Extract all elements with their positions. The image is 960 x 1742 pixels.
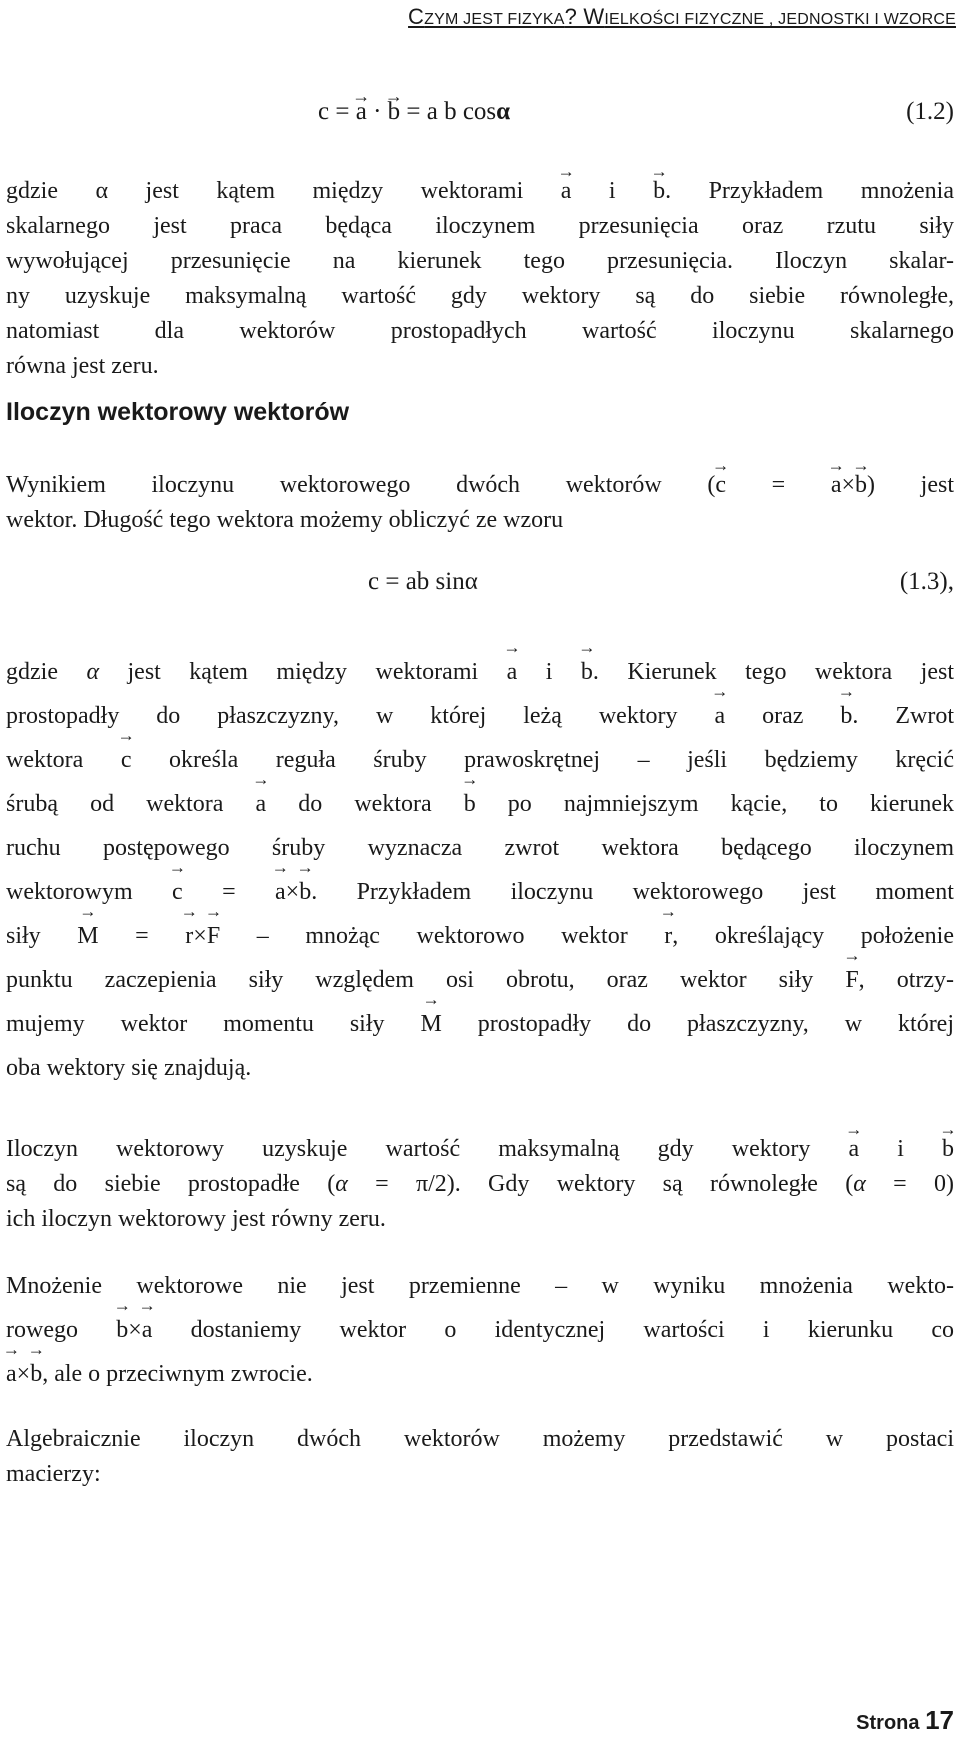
text-fragment: = 0) [865,1171,954,1197]
text-line [6,1352,954,1396]
text-fragment: prostopadły do płaszczyzny, w której [441,1011,955,1037]
text-fragment: Iloczyn wektorowy uzyskuje wartość maksymalną gdy wektory [6,1136,849,1162]
text-fragment: określa reguła śruby prawoskrętnej – jeśli będziemy kręcić [131,747,954,773]
text-fragment: są do siebie prostopadłe ( [6,1171,336,1197]
alpha-symbol: α [496,98,511,125]
text-line [6,914,954,958]
vector-F: → F [845,958,858,1002]
text-line [6,738,954,782]
text-fragment: wektorowym [6,879,173,905]
vector-b: → b [464,782,476,826]
vector-b: → b [388,98,401,126]
text-line: równa jest zeru. [6,353,159,379]
text-fragment: do wektora [266,791,464,817]
header-part: ? W [564,4,605,29]
equation-1-2 [318,98,510,126]
vector-b: → b [855,468,867,503]
paragraph-direction [6,650,954,1090]
text-fragment: × [128,1317,142,1343]
text-fragment: mujemy wektor momentu siły [6,1011,421,1037]
text-fragment: Wynikiem iloczynu wektorowego dwóch wektorów ( [6,472,716,498]
text-fragment: prostopadły do płaszczyzny, w której leżą wektory [6,703,715,729]
vector-r: → r [664,914,672,958]
alpha-symbol: α [853,1171,866,1197]
text-line: oba wektory się znajdują. [6,1055,252,1081]
text-line [6,694,954,738]
text-line [6,1308,954,1352]
text-fragment: – mnożąc wektorowo wektor [220,923,665,949]
vector-a: → a [142,1308,153,1352]
vector-b: → b [581,650,593,694]
text-fragment: = π/2). Gdy wektory są równoległe ( [347,1171,854,1197]
vector-b: → b [299,870,311,914]
text-line: natomiast dla wektorów prostopadłych wartość iloczynu skalarnego [6,318,954,344]
vector-a: → a [356,98,367,126]
section-heading: Iloczyn wektorowy wektorów [6,398,350,426]
vector-c: → c [715,468,726,503]
vector-a: → a [714,694,725,738]
header-part: IELKOŚCI FIZYCZNE , JEDNOSTKI I WZORCE [604,11,956,28]
vector-c: → c [121,738,132,782]
vector-c: → c [172,870,183,914]
equation-number: (1.2) [906,98,954,125]
text-fragment: dostaniemy wektor o identycznej wartości i kierunku co [152,1317,954,1343]
text-line: skalarnego jest praca będąca iloczynem przesunięcia oraz rzutu siły [6,213,954,239]
text-fragment: × [285,879,300,905]
text-fragment: × [16,1361,31,1387]
paragraph-maximum [6,1132,954,1237]
text-line: Mnożenie wektorowe nie jest przemienne – w wyniku mnożenia wekto- [6,1273,954,1299]
paragraph-algebraic [6,1422,954,1492]
text-fragment: , otrzy- [858,967,954,993]
text-line: wywołującej przesunięcie na kierunek tego przesunięcia. Iloczyn skalar- [6,248,954,274]
text-line: ny uzyskuje maksymalną wartość gdy wektory są do siebie równoległe, [6,283,954,309]
text-fragment: . Zwrot [852,703,954,729]
vector-b: → b [116,1308,128,1352]
text-line [6,650,954,694]
paragraph-scalar-product [6,174,954,384]
text-fragment: . Przykładem mnożenia [665,178,954,204]
vector-a: → a [256,782,267,826]
text-fragment: . Przykładem iloczynu wektorowego jest moment [311,879,954,905]
text-line: ruchu postępowego śruby wyznacza zwrot wektora będącego iloczynem [6,835,954,861]
text-line [6,468,954,503]
text-line [6,1002,954,1046]
text-fragment: i [517,659,581,685]
text-fragment: gdzie [6,659,87,685]
vector-b: → b [30,1352,42,1396]
text-line: wektor. Długość tego wektora możemy obliczyć ze wzoru [6,507,564,533]
vector-b: → b [942,1132,954,1167]
eq-part: c = [318,98,356,125]
text-fragment: oraz [725,703,841,729]
text-fragment: = [725,472,831,498]
vector-a: → a [848,1132,859,1167]
equation-1-3: c = ab sinα [368,568,478,595]
text-fragment: śrubą od wektora [6,791,256,817]
vector-a: → a [275,870,286,914]
text-fragment: = [182,879,275,905]
vector-a: → a [561,174,572,209]
text-fragment: ) jest [867,472,954,498]
text-line [6,1167,954,1202]
vector-b: → b [840,694,852,738]
vector-b: → b [653,174,665,209]
vector-r: → r [185,914,193,958]
text-fragment: i [571,178,654,204]
vector-a: → a [6,1352,17,1396]
text-fragment: , ale o przeciwnym zwrocie. [42,1361,313,1387]
eq-part: = a b cos [400,98,497,125]
eq-part: · [366,98,388,125]
vector-F: → F [207,914,220,958]
text-line: macierzy: [6,1461,101,1487]
vector-a: → a [507,650,518,694]
text-fragment: jest kątem między wektorami [99,659,507,685]
text-fragment: siły [6,923,78,949]
paragraph-vector-product-intro [6,468,954,538]
text-line [6,1132,954,1167]
text-fragment: × [193,923,207,949]
text-fragment: wektora [6,747,121,773]
text-fragment: = [98,923,186,949]
text-fragment: punktu zaczepienia siły względem osi obrotu, oraz wektor siły [6,967,846,993]
alpha-symbol: α [86,659,100,685]
page-num: 17 [925,1705,954,1735]
alpha-symbol: α [335,1171,348,1197]
text-fragment: gdzie α jest kątem między wektorami [6,178,561,204]
text-fragment: po najmniejszym kącie, to kierunek [475,791,954,817]
page-number [856,1705,954,1736]
page-label: Strona [856,1712,926,1734]
header-part: ZYM JEST FIZYKA [424,11,565,28]
text-line [6,958,954,1002]
text-fragment: , określający położenie [672,923,954,949]
text-fragment: × [841,472,856,498]
vector-a: → a [831,468,842,503]
running-header [0,4,960,30]
vector-M: → M [77,914,98,958]
text-fragment: rowego [6,1317,117,1343]
text-line: ich iloczyn wektorowy jest równy zeru. [6,1206,386,1232]
text-line [6,174,954,209]
vector-M: → M [421,1002,442,1046]
text-fragment: i [859,1136,942,1162]
equation-number: (1.3), [899,568,954,595]
text-fragment: . Kierunek tego wektora jest [592,659,954,685]
header-part: C [408,4,425,29]
text-line [6,870,954,914]
text-line: Algebraicznie iloczyn dwóch wektorów możemy przedstawić w postaci [6,1426,954,1452]
text-line [6,782,954,826]
paragraph-non-commutative [6,1264,954,1396]
